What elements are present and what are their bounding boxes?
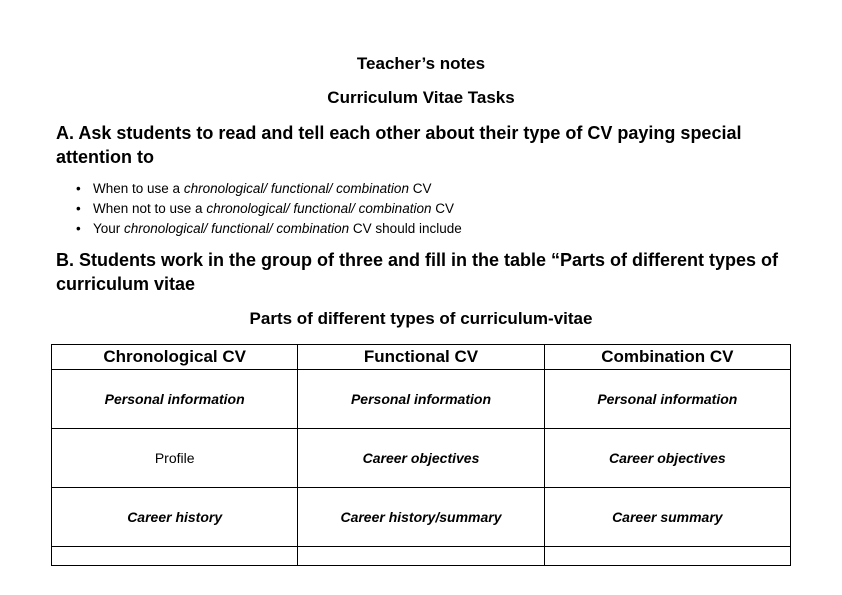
table-cell: Profile	[52, 429, 298, 488]
table-cell: Career objectives	[544, 429, 790, 488]
bullet-text: Your	[93, 221, 125, 236]
table-cell: Personal information	[544, 370, 790, 429]
table-row-empty	[52, 547, 791, 566]
table-cell: Personal information	[298, 370, 544, 429]
section-b-heading: B. Students work in the group of three and fill in the table “Parts of different types of curriculum vitae	[56, 250, 779, 294]
bullet-italic-text: chronological/ functional/ combination	[183, 181, 409, 196]
bullet-text: CV	[431, 201, 454, 216]
bullet-icon: •	[76, 181, 81, 196]
section-a-bullet-list	[56, 179, 462, 239]
table-cell: Career history	[52, 488, 298, 547]
table-cell	[298, 547, 544, 566]
table-cell: Career objectives	[298, 429, 544, 488]
document-title: Teacher’s notes	[356, 54, 486, 73]
section-a-heading: A. Ask students to read and tell each other about their type of CV paying special attention to	[56, 123, 742, 167]
bullet-italic-text: chronological/ functional/ combination	[124, 221, 350, 236]
table-cell	[544, 547, 790, 566]
bullet-icon: •	[76, 221, 81, 236]
bullet-text: When to use a	[93, 181, 184, 196]
table-cell: Career summary	[544, 488, 790, 547]
document-subtitle: Curriculum Vitae Tasks	[327, 88, 515, 107]
table-row	[52, 429, 791, 488]
bullet-text: When not to use a	[93, 201, 207, 216]
bullet-italic-text: chronological/ functional/ combination	[206, 201, 432, 216]
cv-parts-table	[51, 344, 791, 566]
table-title: Parts of different types of curriculum-vitae	[249, 309, 593, 328]
bullet-text: CV	[408, 181, 432, 196]
table-header-row	[52, 345, 791, 370]
header-functional: Functional CV	[298, 345, 544, 370]
table-row	[52, 488, 791, 547]
bullet-text: CV should include	[349, 221, 462, 236]
header-combination: Combination CV	[544, 345, 790, 370]
table-cell	[52, 547, 298, 566]
header-chronological: Chronological CV	[52, 345, 298, 370]
bullet-item	[56, 199, 462, 219]
table-cell: Career history/summary	[298, 488, 544, 547]
table-cell: Personal information	[52, 370, 298, 429]
bullet-icon: •	[76, 201, 81, 216]
bullet-item	[56, 219, 462, 239]
bullet-item	[56, 179, 462, 199]
table-row	[52, 370, 791, 429]
